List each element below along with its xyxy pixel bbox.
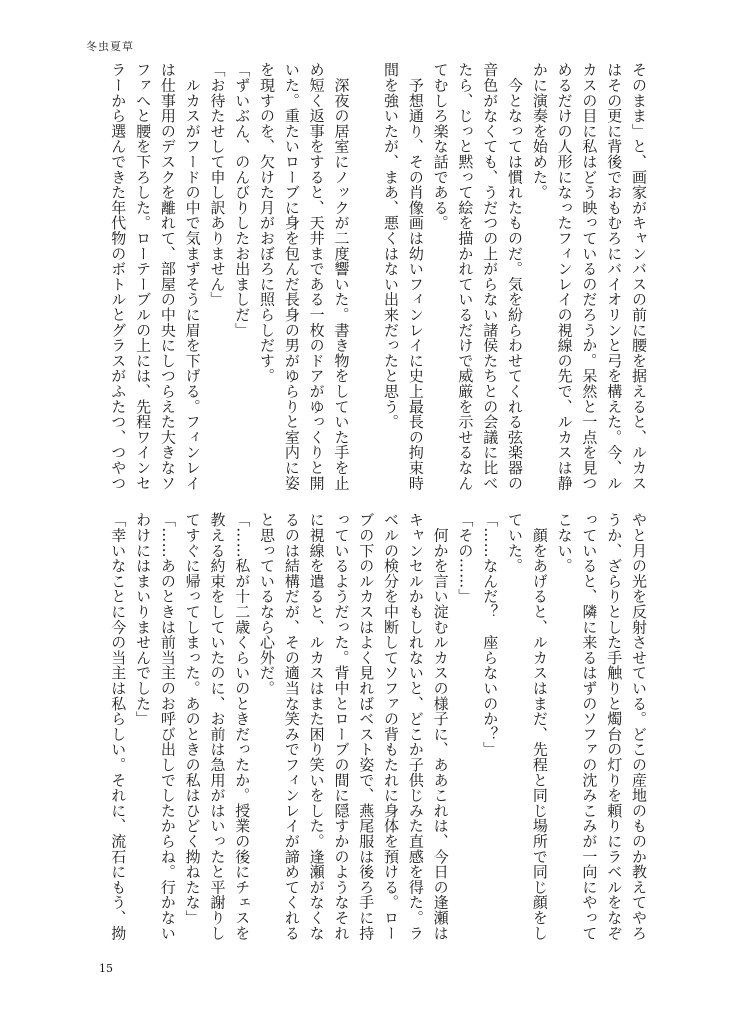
text-line: こない。	[555, 512, 574, 574]
text-line: かに演奏を始めた。	[530, 62, 549, 200]
text-line: は仕事用のデスクを離れて、部屋の中央にしつらえた大きなソ	[158, 62, 177, 491]
text-line: と思っているなら心外だ。	[258, 512, 277, 696]
text-line: 「幸いなことに今の当主は私らしい。それに、流石にもう、拗	[109, 512, 128, 941]
text-line: 顔をあげると、ルカスはまだ、先程と同じ場所で同じ顔をし	[530, 512, 549, 941]
text-line: 「ずいぶん、のんびりしたお出ましだ」	[233, 62, 252, 338]
text-line: やと月の光を反射させている。どこの産地のものか教えてやろ	[630, 512, 648, 941]
page-number: 15	[99, 962, 113, 975]
text-line: たら、じっと黙って絵を描かれているだけで威厳を示せるなん	[456, 62, 475, 491]
text-block-bottom	[105, 512, 651, 942]
text-line: そのまま」と、画家がキャンバスの前に腰を据えると、ルカス	[630, 62, 648, 491]
text-line: め短く返事をすると、天井まである一枚のドアがゆっくりと開	[307, 62, 326, 491]
text-line: 「……私が十二歳くらいのときだったか。授業の後にチェスを	[233, 512, 252, 941]
text-line: っていると、隣に来るはずのソファの沈みこみが一向にやって	[580, 512, 599, 941]
text-line	[353, 62, 378, 492]
text-line: るのは結構だが、その適当な笑みでフィンレイが諦めてくれる	[282, 512, 301, 941]
text-block-top	[105, 62, 651, 492]
text-line: はその更に背後でおもむろにバイオリンと弓を構えた。今、ル	[605, 62, 624, 491]
text-line: ファへと腰を下ろした。ローテーブルの上には、先程ワインセ	[134, 62, 153, 491]
text-line: 予想通り、その肖像画は幼いフィンレイに史上最長の拘束時	[406, 62, 425, 491]
text-line: 「お待たせして申し訳ありません」	[208, 62, 227, 307]
text-line: 「……なんだ？ 座らないのか？」	[481, 512, 500, 757]
text-line: ていた。	[506, 512, 525, 574]
text-line: 「その……」	[456, 512, 475, 604]
text-line: てむしろ楽な話である。	[431, 62, 450, 231]
text-line: 教える約束をしていたのに、お前は急用がはいったと平謝りし	[208, 512, 227, 941]
text-line: うか、ざらりとした手触りと燭台の灯りを頼りにラベルをなぞ	[605, 512, 624, 941]
text-line: カスの目に私はどう映っているのだろうか。呆然と一点を見つ	[580, 62, 599, 491]
text-line: 今となっては慣れたものだ。気を紛らわせてくれる弦楽器の	[506, 62, 525, 491]
text-line: に視線を遣ると、ルカスはまた困り笑いをした。逢瀬がなくな	[307, 512, 326, 941]
text-line: キャンセルかもしれないと、どこか子供じみた直感を得た。ラ	[406, 512, 425, 941]
text-line: ベルの検分を中断してソファの背もたれに身体を預ける。ロー	[382, 512, 401, 941]
text-line: を現すのを、欠けた月がおぼろに照らしだす。	[258, 62, 277, 384]
text-line: めるだけの人形になったフィンレイの視線の先で、ルカスは静	[555, 62, 574, 491]
text-line: 何かを言い淀むルカスの様子に、ああこれは、今日の逢瀬は	[431, 512, 450, 941]
running-head: 冬虫夏草	[86, 40, 134, 53]
text-line: てすぐに帰ってしまった。あのときの私はひどく拗ねたな」	[183, 512, 202, 926]
text-line: 音色がなくても、うだつの上がらない諸侯たちとの会議に比べ	[481, 62, 500, 491]
text-line: いた。重たいローブに身を包んだ長身の男がゆらりと室内に姿	[282, 62, 301, 491]
text-line: ルカスがフードの中で気まずそうに眉を下げる。フィンレイ	[183, 62, 202, 491]
text-line: 深夜の居室にノックが二度響いた。書き物をしていた手を止	[332, 62, 351, 491]
text-line: ラーから選んできた年代物のボトルとグラスがふたつ、つやつ	[109, 62, 128, 491]
text-line: 「……あのときは前当主のお呼び出しでしたからね。行かない	[158, 512, 177, 941]
text-line: っているようだった。背中とローブの間に隠すかのようなそれ	[332, 512, 351, 941]
text-line: わけにはまいりませんでした」	[134, 512, 153, 727]
text-line: ブの下のルカスはよく見ればベスト姿で、燕尾服は後ろ手に持	[357, 512, 376, 941]
text-line: 間を強いたが、まあ、悪くはない出来だったと思う。	[382, 62, 401, 430]
